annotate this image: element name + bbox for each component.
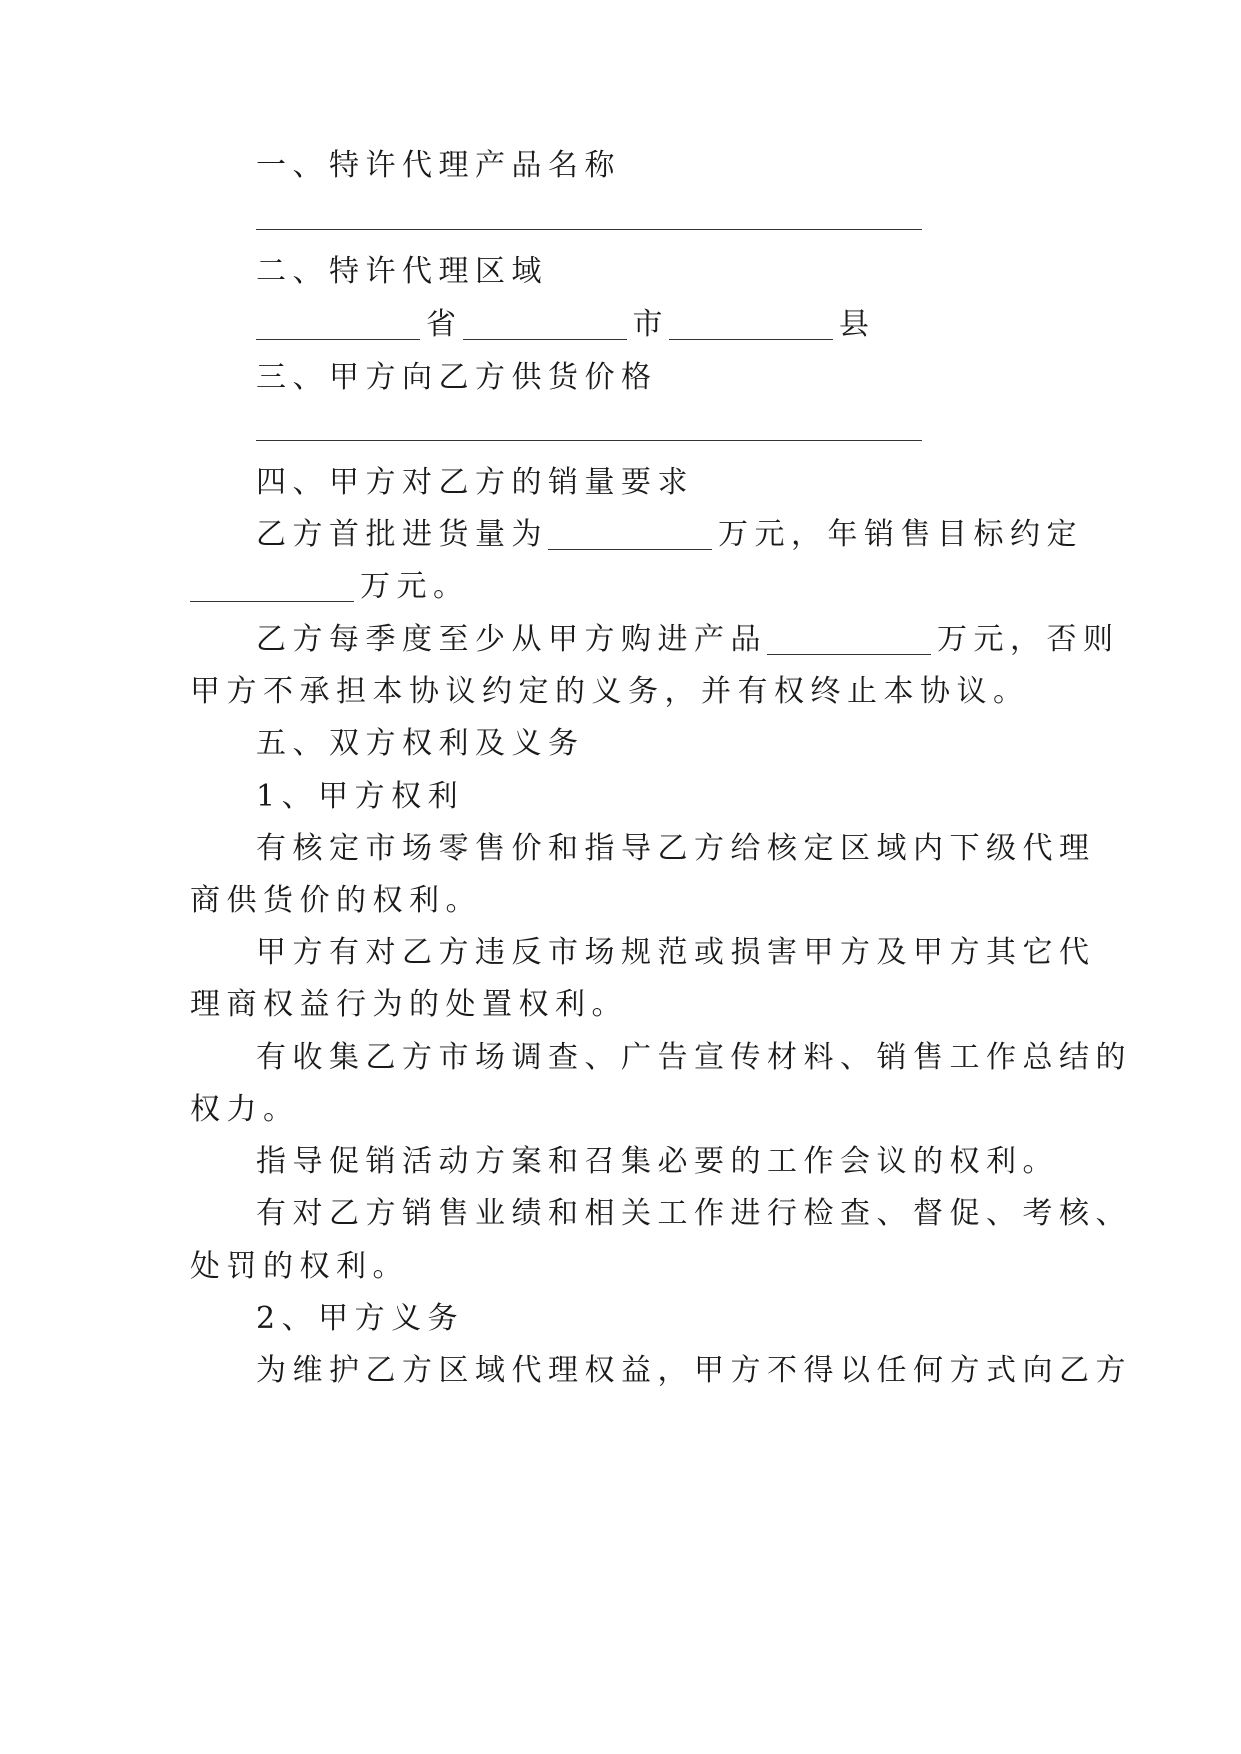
fill-in-line-supply-price [256, 440, 922, 441]
blank-county [669, 309, 833, 340]
heading-sales-requirement: 四、甲方对乙方的销量要求 [256, 465, 694, 500]
heading-product-name: 一、特许代理产品名称 [256, 148, 621, 183]
right-1-line-2: 商供货价的权利。 [190, 883, 482, 918]
text-otherwise: 万元，否则 [937, 622, 1120, 657]
heading-agency-region: 二、特许代理区域 [256, 254, 548, 289]
text-quarterly: 乙方每季度至少从甲方购进产品 [256, 622, 767, 657]
subheading-party-a-rights: 1、甲方权利 [256, 779, 465, 814]
right-5-line-2: 处罚的权利。 [190, 1249, 409, 1284]
right-2-line-2: 理商权益行为的处置权利。 [190, 987, 628, 1022]
label-province: 省 [426, 307, 463, 342]
right-3-line-1: 有收集乙方市场调查、广告宣传材料、销售工作总结的 [256, 1040, 1132, 1075]
text-first-order: 乙方首批进货量为 [256, 517, 548, 552]
obligation-1-line-1: 为维护乙方区域代理权益，甲方不得以任何方式向乙方 [256, 1353, 1132, 1388]
blank-first-order-amount [548, 519, 712, 550]
paragraph-first-order [0, 513, 1241, 557]
label-county: 县 [839, 307, 876, 342]
heading-rights-obligations: 五、双方权利及义务 [256, 726, 585, 761]
right-2-line-1: 甲方有对乙方违反市场规范或损害甲方及甲方其它代 [256, 935, 1096, 970]
right-5-line-1: 有对乙方销售业绩和相关工作进行检查、督促、考核、 [256, 1196, 1132, 1231]
paragraph-quarterly [0, 618, 1241, 662]
text-annual-target: 万元，年销售目标约定 [718, 517, 1083, 552]
fill-in-line-product-name [256, 229, 922, 230]
right-3-line-2: 权力。 [190, 1092, 300, 1127]
paragraph-first-order-cont [0, 565, 1241, 609]
right-1-line-1: 有核定市场零售价和指导乙方给核定区域内下级代理 [256, 831, 1096, 866]
region-fill-in-row [0, 303, 1241, 347]
label-city: 市 [632, 307, 669, 342]
right-4: 指导促销活动方案和召集必要的工作会议的权利。 [256, 1144, 1059, 1179]
blank-quarterly-amount [767, 624, 931, 655]
paragraph-quarterly-cont: 甲方不承担本协议约定的义务，并有权终止本协议。 [190, 674, 1030, 709]
heading-supply-price: 三、甲方向乙方供货价格 [256, 360, 658, 395]
blank-province [256, 309, 420, 340]
subheading-party-a-obligations: 2、甲方义务 [256, 1301, 465, 1336]
blank-annual-target [190, 571, 354, 602]
blank-city [463, 309, 627, 340]
text-wan-yuan: 万元。 [360, 569, 470, 604]
